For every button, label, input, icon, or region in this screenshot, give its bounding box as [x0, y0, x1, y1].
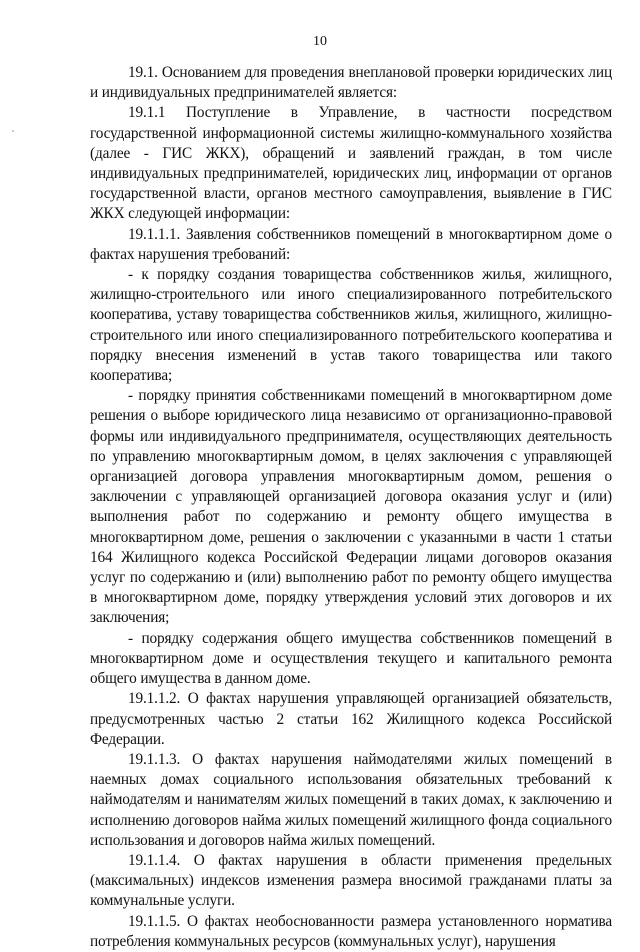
page-number: 10 [313, 34, 327, 49]
list-item-property-maintenance: - порядку содержания общего имущества собственников помещений в многоквартирном доме и осуществления текущего и капитального ремонта общего имущества в данном доме. [90, 629, 612, 688]
paragraph-19-1-1-1: 19.1.1.1. Заявления собственников помещений в многоквартирном доме о фактах нарушения требований: [90, 225, 612, 263]
scan-speck [12, 130, 14, 132]
document-body [90, 63, 612, 952]
paragraph-19-1: 19.1. Основанием для проведения внеплановой проверки юридических лиц и индивидуальных предпринимателей является: [90, 64, 612, 102]
paragraph-19-1-1: 19.1.1 Поступление в Управление, в частности посредством государственной информационной системы жилищно-коммунального хозяйства (далее - ГИС ЖКХ), обращений и заявлений граждан, в том числе индивидуальных предпринимателей, юридических лиц, информации от органов государственной власти, органов местного самоуправления, выявление в ГИС ЖКХ следующей информации: [90, 104, 612, 223]
paragraph-19-1-1-2: 19.1.1.2. О фактах нарушения управляющей организацией обязательств, предусмотренных частью 2 статьи 162 Жилищного кодекса Российской Федерации. [90, 690, 612, 748]
paragraph-19-1-1-5: 19.1.1.5. О фактах необоснованности размера установленного норматива потребления коммунальных ресурсов (коммунальных услуг), нарушения [90, 912, 612, 950]
list-item-management-decision: - порядку принятия собственниками помещений в многоквартирном доме решения о выборе юридического лица независимо от организационно-правовой формы или индивидуального предпринимателя, осуществляющих деятельность по управлению многоквартирным домом, в целях заключения с управляющей организацией договора управления многоквартирным домом, решения о заключении с управляющей организацией договора оказания услуг и (или) выполнения работ по содержанию и ремонту общего имущества в многоквартирном доме, решения о заключении с указанными в части 1 статьи 164 Жилищного кодекса Российской Федерации лицами договоров оказания услуг по содержанию и (или) выполнению работ по ремонту общего имущества в многоквартирном доме, порядку утверждения условий этих договоров и их заключения; [90, 387, 612, 627]
paragraph-19-1-1-4: 19.1.1.4. О фактах нарушения в области применения предельных (максимальных) индексов изменения размера вносимой гражданами платы за коммунальные услуги. [90, 851, 612, 910]
list-item-cooperative-requirements: - к порядку создания товарищества собственников жилья, жилищного, жилищно-строительного или иного специализированного потребительского кооператива, уставу товарищества собственников жилья, жилищного, жилищно-строительного или иного специализированного потребительского кооператива и порядку внесения изменений в устав такого товарищества или такого кооператива; [90, 266, 612, 385]
paragraph-19-1-1-3: 19.1.1.3. О фактах нарушения наймодателями жилых помещений в наемных домах социального использования обязательных требований к наймодателям и нанимателям жилых помещений в таких домах, к заключению и исполнению договоров найма жилых помещений жилищного фонда социального использования и договоров найма жилых помещений. [90, 750, 612, 849]
